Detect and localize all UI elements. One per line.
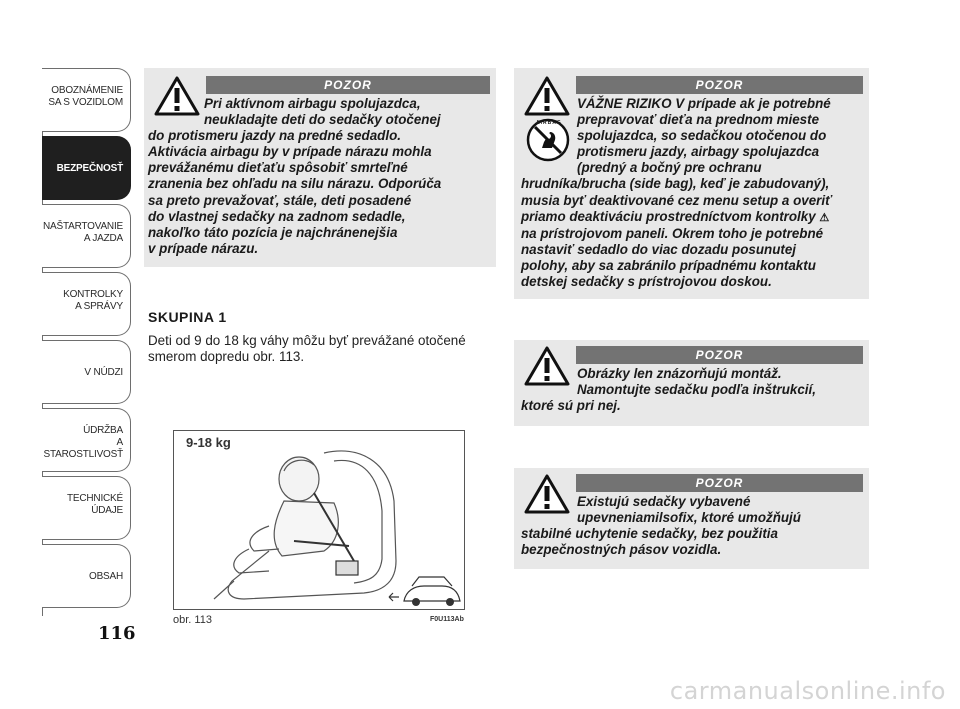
warning-title: POZOR — [576, 346, 863, 364]
warning-line: nakoľko táto pozícia je najchránenejšia — [148, 224, 398, 240]
warning-title: POZOR — [576, 474, 863, 492]
warning-line: stabilné uchytenie sedačky, bez použitia — [521, 526, 778, 542]
body-line: Deti od 9 do 18 kg váhy môžu byť prevážané otočené — [148, 333, 466, 348]
tab-kontrolky[interactable]: KONTROLKY A SPRÁVY — [42, 272, 131, 336]
warning-line: musia byť deaktivované cez menu setup a overiť — [521, 192, 832, 208]
tab-v-nudzi[interactable]: V NÚDZI — [42, 340, 131, 404]
warning-box-airbag-passenger — [144, 68, 496, 267]
figure-caption: obr. 113 — [173, 614, 212, 626]
warning-line: prepravovať dieťa na prednom mieste — [577, 112, 820, 128]
warning-line: spolujazdca, so sedačkou otočenou do — [577, 128, 827, 144]
figure-code: F0U113Ab — [430, 616, 464, 623]
warning-text — [148, 96, 494, 257]
tab-bezpecnost[interactable]: BEZPEČNOSŤ — [42, 136, 131, 200]
page-number: 116 — [98, 623, 136, 644]
warning-text — [521, 494, 867, 558]
warning-title: POZOR — [206, 76, 490, 94]
warning-line: priamo deaktiváciu prostredníctvom kontrolky — [521, 208, 816, 224]
tab-oboznamenie[interactable]: OBOZNÁMENIE SA S VOZIDLOM — [42, 68, 131, 132]
warning-line: zranenia bez ohľadu na silu nárazu. Odporúča — [148, 176, 442, 192]
warning-box-illustrations — [514, 340, 869, 426]
warning-line: detskej sedačky s prístrojovou doskou. — [521, 274, 772, 290]
warning-line: na prístrojovom paneli. Okrem toho je potrebné — [521, 225, 824, 241]
body-line: smerom dopredu obr. 113. — [148, 349, 305, 364]
warning-line: polohy, aby sa zabránilo prípadnému kontaktu — [521, 257, 816, 273]
warning-line: do protismeru jazdy na predné sedadlo. — [148, 128, 401, 144]
warning-box-serious-risk — [514, 68, 869, 299]
warning-line: prevážanému dieťaťu spôsobiť smrteľné — [148, 160, 408, 176]
warning-line: neukladajte deti do sedačky otočenej — [204, 112, 441, 128]
warning-line: Pri aktívnom airbagu spolujazdca, — [204, 96, 421, 111]
section-heading: SKUPINA 1 — [148, 309, 227, 325]
tab-nastartovanie[interactable]: NAŠTARTOVANIE A JAZDA — [42, 204, 131, 268]
tab-obsah[interactable]: OBSAH — [42, 544, 131, 608]
warning-line: Aktivácia airbagu by v prípade nárazu mohla — [148, 144, 432, 160]
warning-line: upevneniamilsofix, ktoré umožňujú — [577, 510, 801, 526]
warning-line: hrudníka/brucha (side bag), keď je zabudovaný), — [521, 176, 830, 192]
warning-line: (predný a bočný pre ochranu — [577, 160, 762, 176]
tab-technicke[interactable]: TECHNICKÉ ÚDAJE — [42, 476, 131, 540]
warning-text — [521, 366, 867, 414]
warning-line: Existujú sedačky vybavené — [577, 494, 751, 509]
warning-line: nastaviť sedadlo do viac dozadu posunutej — [521, 241, 797, 257]
child-seat-illustration — [174, 431, 464, 609]
watermark: carmanualsonline.info — [669, 677, 946, 705]
warning-text — [521, 96, 867, 290]
warning-box-isofix — [514, 468, 869, 569]
warning-line: protismeru jazdy, airbagy spolujazdca — [577, 144, 820, 160]
airbag-off-indicator-icon: ⚠ — [819, 211, 830, 224]
figure-weight-label: 9-18 kg — [186, 435, 231, 450]
warning-line: sa preto prevažovať, stále, deti posadené — [148, 192, 412, 208]
warning-line: bezpečnostných pásov vozidla. — [521, 542, 722, 558]
warning-title: POZOR — [576, 76, 863, 94]
warning-line: ktoré sú pri nej. — [521, 398, 621, 414]
section-body — [148, 333, 493, 365]
tab-udrzba[interactable]: ÚDRŽBA A STAROSTLIVOSŤ — [42, 408, 131, 472]
airbag-badge-text: AIRBAG — [536, 120, 562, 126]
warning-line: v prípade nárazu. — [148, 240, 259, 256]
warning-line: Namontujte sedačku podľa inštrukcií, — [577, 382, 816, 398]
warning-line: do vlastnej sedačky na zadnom sedadle, — [148, 208, 406, 224]
warning-line: VÁŽNE RIZIKO V prípade ak je potrebné — [577, 96, 831, 111]
warning-line: Obrázky len znázorňujú montáž. — [577, 366, 782, 381]
figure-child-seat — [173, 430, 465, 610]
